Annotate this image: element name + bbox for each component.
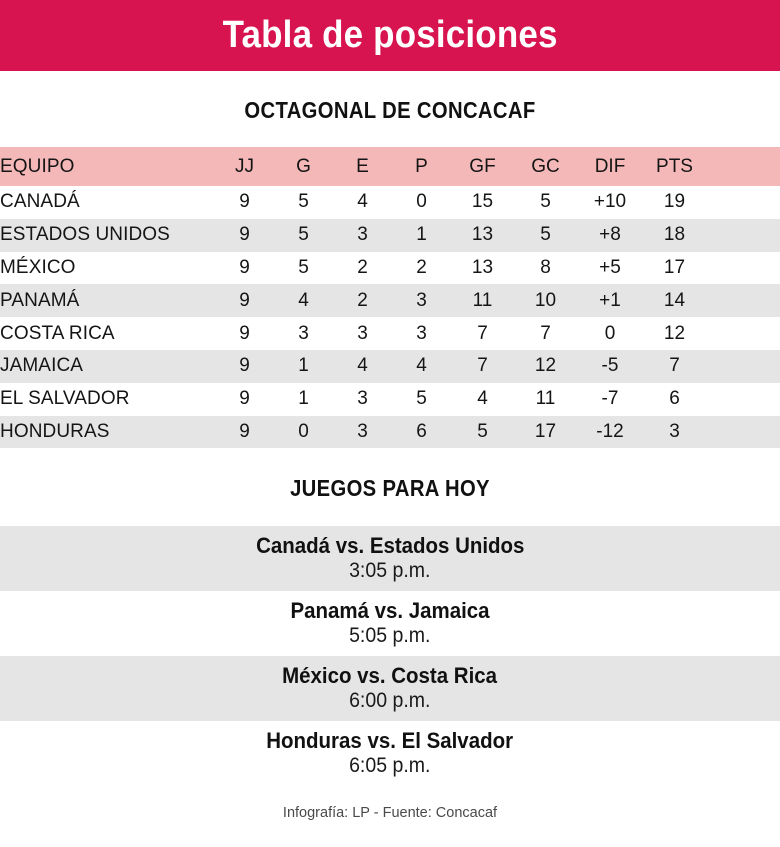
fixture-time-label: 5:05 p.m. xyxy=(349,624,431,648)
stat-cell-pts: 18 xyxy=(663,224,686,246)
stat-cell-jj: 9 xyxy=(239,191,250,213)
team-name-cell: MÉXICO xyxy=(0,256,76,278)
column-header-g: G xyxy=(296,155,311,177)
fixture-item xyxy=(0,526,780,591)
stat-cell-gc: 7 xyxy=(540,322,551,344)
standings-row xyxy=(0,252,780,285)
stat-cell-e: 3 xyxy=(357,322,368,344)
row-spacer-cell xyxy=(706,252,780,285)
stat-cell-pts: 12 xyxy=(663,322,686,344)
standings-row xyxy=(0,416,780,449)
column-header-p: P xyxy=(415,155,428,177)
stat-cell-g: 5 xyxy=(298,224,309,246)
column-header-gc: GC xyxy=(531,155,560,177)
stat-cell-dif: +10 xyxy=(593,191,627,213)
stat-cell-e: 4 xyxy=(357,191,368,213)
team-name-cell: JAMAICA xyxy=(0,355,84,377)
stat-cell-pts: 19 xyxy=(663,191,686,213)
stat-cell-gf: 4 xyxy=(477,388,488,410)
stat-cell-p: 3 xyxy=(416,322,427,344)
stat-cell-dif: -7 xyxy=(601,388,619,410)
stat-cell-gc: 17 xyxy=(534,420,557,442)
team-name-cell: PANAMÁ xyxy=(0,289,80,311)
stat-cell-gc: 11 xyxy=(535,388,556,410)
stat-cell-jj: 9 xyxy=(239,355,250,377)
fixture-item xyxy=(0,591,780,656)
stat-cell-jj: 9 xyxy=(239,224,250,246)
stat-cell-e: 2 xyxy=(357,289,368,311)
stat-cell-g: 1 xyxy=(298,388,309,410)
column-header-jj: JJ xyxy=(235,155,254,177)
stat-cell-jj: 9 xyxy=(239,256,250,278)
row-spacer-cell xyxy=(706,284,780,317)
row-spacer-cell xyxy=(706,416,780,449)
stat-cell-e: 2 xyxy=(357,256,368,278)
stat-cell-gc: 8 xyxy=(540,256,551,278)
stat-cell-e: 3 xyxy=(357,224,368,246)
column-header-gf: GF xyxy=(469,155,496,177)
stat-cell-p: 6 xyxy=(416,420,427,442)
standings-table xyxy=(0,147,780,448)
stat-cell-gf: 13 xyxy=(471,224,494,246)
stat-cell-gf: 11 xyxy=(472,289,493,311)
stat-cell-dif: +1 xyxy=(599,289,621,311)
fixture-time-label: 6:00 p.m. xyxy=(349,689,431,713)
footer-credit: Infografía: LP - Fuente: Concacaf xyxy=(282,805,498,822)
standings-row xyxy=(0,350,780,383)
stat-cell-pts: 14 xyxy=(663,289,686,311)
row-spacer-cell xyxy=(706,350,780,383)
row-spacer-cell xyxy=(706,186,780,219)
standings-table-head xyxy=(0,147,780,186)
stat-cell-p: 0 xyxy=(416,191,427,213)
row-spacer-cell xyxy=(706,219,780,252)
standings-row xyxy=(0,383,780,416)
stat-cell-e: 4 xyxy=(357,355,368,377)
standings-section-title: OCTAGONAL DE CONCACAF xyxy=(244,97,536,123)
stat-cell-p: 1 xyxy=(416,224,427,246)
fixture-match-label: Honduras vs. El Salvador xyxy=(266,728,514,754)
fixture-time-label: 3:05 p.m. xyxy=(349,559,431,583)
column-header-pts: PTS xyxy=(656,155,693,177)
standings-table-body xyxy=(0,186,780,448)
stat-cell-jj: 9 xyxy=(239,388,250,410)
banner-title: Tabla de posiciones xyxy=(222,14,558,56)
stat-cell-e: 3 xyxy=(357,388,368,410)
row-spacer-cell xyxy=(706,317,780,350)
fixture-item xyxy=(0,721,780,786)
team-name-cell: HONDURAS xyxy=(0,420,110,442)
stat-cell-dif: -5 xyxy=(601,355,619,377)
stat-cell-g: 0 xyxy=(298,420,309,442)
stat-cell-gf: 7 xyxy=(477,355,488,377)
standings-row xyxy=(0,317,780,350)
stat-cell-p: 3 xyxy=(416,289,427,311)
standings-header-row xyxy=(0,147,780,186)
stat-cell-gc: 5 xyxy=(540,224,551,246)
stat-cell-gc: 12 xyxy=(534,355,557,377)
stat-cell-pts: 6 xyxy=(669,388,680,410)
stat-cell-g: 3 xyxy=(298,322,309,344)
standings-row xyxy=(0,284,780,317)
stat-cell-dif: +5 xyxy=(599,256,621,278)
fixture-item xyxy=(0,656,780,721)
stat-cell-pts: 7 xyxy=(669,355,680,377)
stat-cell-gf: 7 xyxy=(477,322,488,344)
team-name-cell: ESTADOS UNIDOS xyxy=(0,224,170,246)
stat-cell-g: 5 xyxy=(298,256,309,278)
stat-cell-dif: +8 xyxy=(599,224,621,246)
fixture-match-label: Panamá vs. Jamaica xyxy=(290,598,490,624)
row-spacer-cell xyxy=(706,383,780,416)
stat-cell-g: 5 xyxy=(298,191,309,213)
fixture-match-label: México vs. Costa Rica xyxy=(282,663,498,689)
fixture-time-label: 6:05 p.m. xyxy=(349,754,431,778)
stat-cell-jj: 9 xyxy=(239,420,250,442)
stat-cell-gf: 15 xyxy=(471,191,494,213)
stat-cell-gc: 10 xyxy=(534,289,557,311)
fixtures-section-title: JUEGOS PARA HOY xyxy=(290,475,490,502)
stat-cell-p: 5 xyxy=(416,388,427,410)
team-name-cell: CANADÁ xyxy=(0,191,80,213)
stat-cell-dif: 0 xyxy=(604,322,616,344)
stat-cell-gf: 13 xyxy=(471,256,494,278)
column-header-spacer xyxy=(706,147,780,186)
team-name-cell: EL SALVADOR xyxy=(0,388,130,410)
stat-cell-g: 4 xyxy=(298,289,309,311)
stat-cell-g: 1 xyxy=(298,355,309,377)
fixtures-list xyxy=(0,526,780,786)
stat-cell-e: 3 xyxy=(357,420,368,442)
stat-cell-dif: -12 xyxy=(596,420,624,442)
banner xyxy=(0,0,780,71)
stat-cell-jj: 9 xyxy=(239,289,250,311)
column-header-dif: DIF xyxy=(594,155,626,177)
column-header-e: E xyxy=(356,155,369,177)
standings-row xyxy=(0,219,780,252)
fixture-match-label: Canadá vs. Estados Unidos xyxy=(255,533,525,559)
stat-cell-p: 4 xyxy=(416,355,427,377)
team-name-cell: COSTA RICA xyxy=(0,322,115,344)
stat-cell-gf: 5 xyxy=(477,420,488,442)
stat-cell-p: 2 xyxy=(416,256,427,278)
stat-cell-pts: 3 xyxy=(669,420,680,442)
standings-row xyxy=(0,186,780,219)
stat-cell-pts: 17 xyxy=(663,256,686,278)
stat-cell-jj: 9 xyxy=(239,322,250,344)
column-header-team: EQUIPO xyxy=(0,155,75,177)
stat-cell-gc: 5 xyxy=(540,191,551,213)
